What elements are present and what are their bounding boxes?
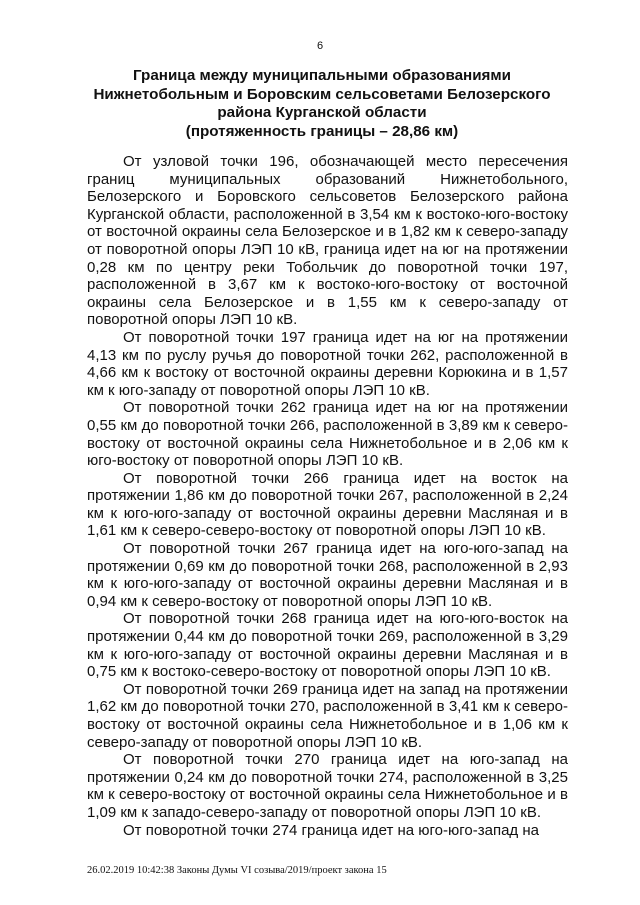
document-title [92, 67, 552, 141]
paragraph: От поворотной точки 270 граница идет на юго-запад на протяжении 0,24 км до поворотной точки 274, расположенной в 3,25 км к северо-востоку от восточной окраины села Нижнетобольное и в 1,09 км к западо-северо-западу от поворотной опоры ЛЭП 10 кВ. [87, 751, 568, 821]
footer-stamp: 26.02.2019 10:42:38 Законы Думы VI созыва/2019/проект закона 15 [87, 865, 387, 876]
document-body [87, 153, 568, 839]
paragraph: От поворотной точки 266 граница идет на восток на протяжении 1,86 км до поворотной точки 267, расположенной в 2,24 км к юго-юго-западу от восточной окраины деревни Масляная и в 1,61 км к северо-северо-востоку от поворотной опоры ЛЭП 10 кВ. [87, 469, 568, 540]
paragraph: От поворотной точки 262 граница идет на юг на протяжении 0,55 км до поворотной точки 266, расположенной в 3,89 км к северо-востоку от восточной окраины села Нижнетобольное и в 2,06 км к юго-востоку от поворотной опоры ЛЭП 10 кВ. [87, 399, 568, 470]
title-line: (протяженность границы – 28,86 км) [185, 122, 459, 140]
title-line: Нижнетобольным и Боровским сельсоветами Белозерского [93, 85, 551, 103]
title-line: Граница между муниципальными образованиями [133, 67, 511, 84]
paragraph: От поворотной точки 274 граница идет на юго-юго-запад на [123, 821, 539, 839]
page-number: 6 [316, 40, 324, 52]
title-line: района Курганской области [217, 104, 427, 121]
paragraph: От поворотной точки 197 граница идет на юг на протяжении 4,13 км по руслу ручья до поворотной точки 262, расположенной в 4,66 км к востоку от восточной окраины деревни Корюкина и в 1,57 км к юго-западу от поворотной опоры ЛЭП 10 кВ. [87, 328, 568, 399]
paragraph: От поворотной точки 269 граница идет на запад на протяжении 1,62 км до поворотной точки 270, расположенной в 3,41 км к северо-востоку от восточной окраины села Нижнетобольное и в 1,06 км к северо-западу от поворотной опоры ЛЭП 10 кВ. [87, 680, 568, 751]
paragraph: От поворотной точки 267 граница идет на юго-юго-запад на протяжении 0,69 км до поворотной точки 268, расположенной в 2,93 км к юго-юго-западу от восточной окраины деревни Масляная и в 0,94 км к северо-востоку от поворотной опоры ЛЭП 10 кВ. [87, 540, 568, 610]
paragraph: От узловой точки 196, обозначающей место пересечения границ муниципальных образований Нижнетобольного, Белозерского и Боровского сельсоветов Белозерского района Курганской области, расположенной в 3,54 км к востоко-юго-востоку от восточной окраины села Белозерское и в 1,82 км к северо-западу от поворотной опоры ЛЭП 10 кВ, граница идет на юг на протяжении 0,28 км по центру реки Тобольчик до поворотной точки 197, расположенной в 3,67 км к востоко-юго-востоку от восточной окраины села Белозерское и в 1,55 км к северо-западу от поворотной опоры ЛЭП 10 кВ. [87, 153, 568, 329]
paragraph: От поворотной точки 268 граница идет на юго-юго-восток на протяжении 0,44 км до поворотной точки 269, расположенной в 3,29 км к юго-юго-западу от восточной окраины деревни Масляная и в 0,75 км к востоко-северо-востоку от поворотной опоры ЛЭП 10 кВ. [87, 610, 568, 681]
